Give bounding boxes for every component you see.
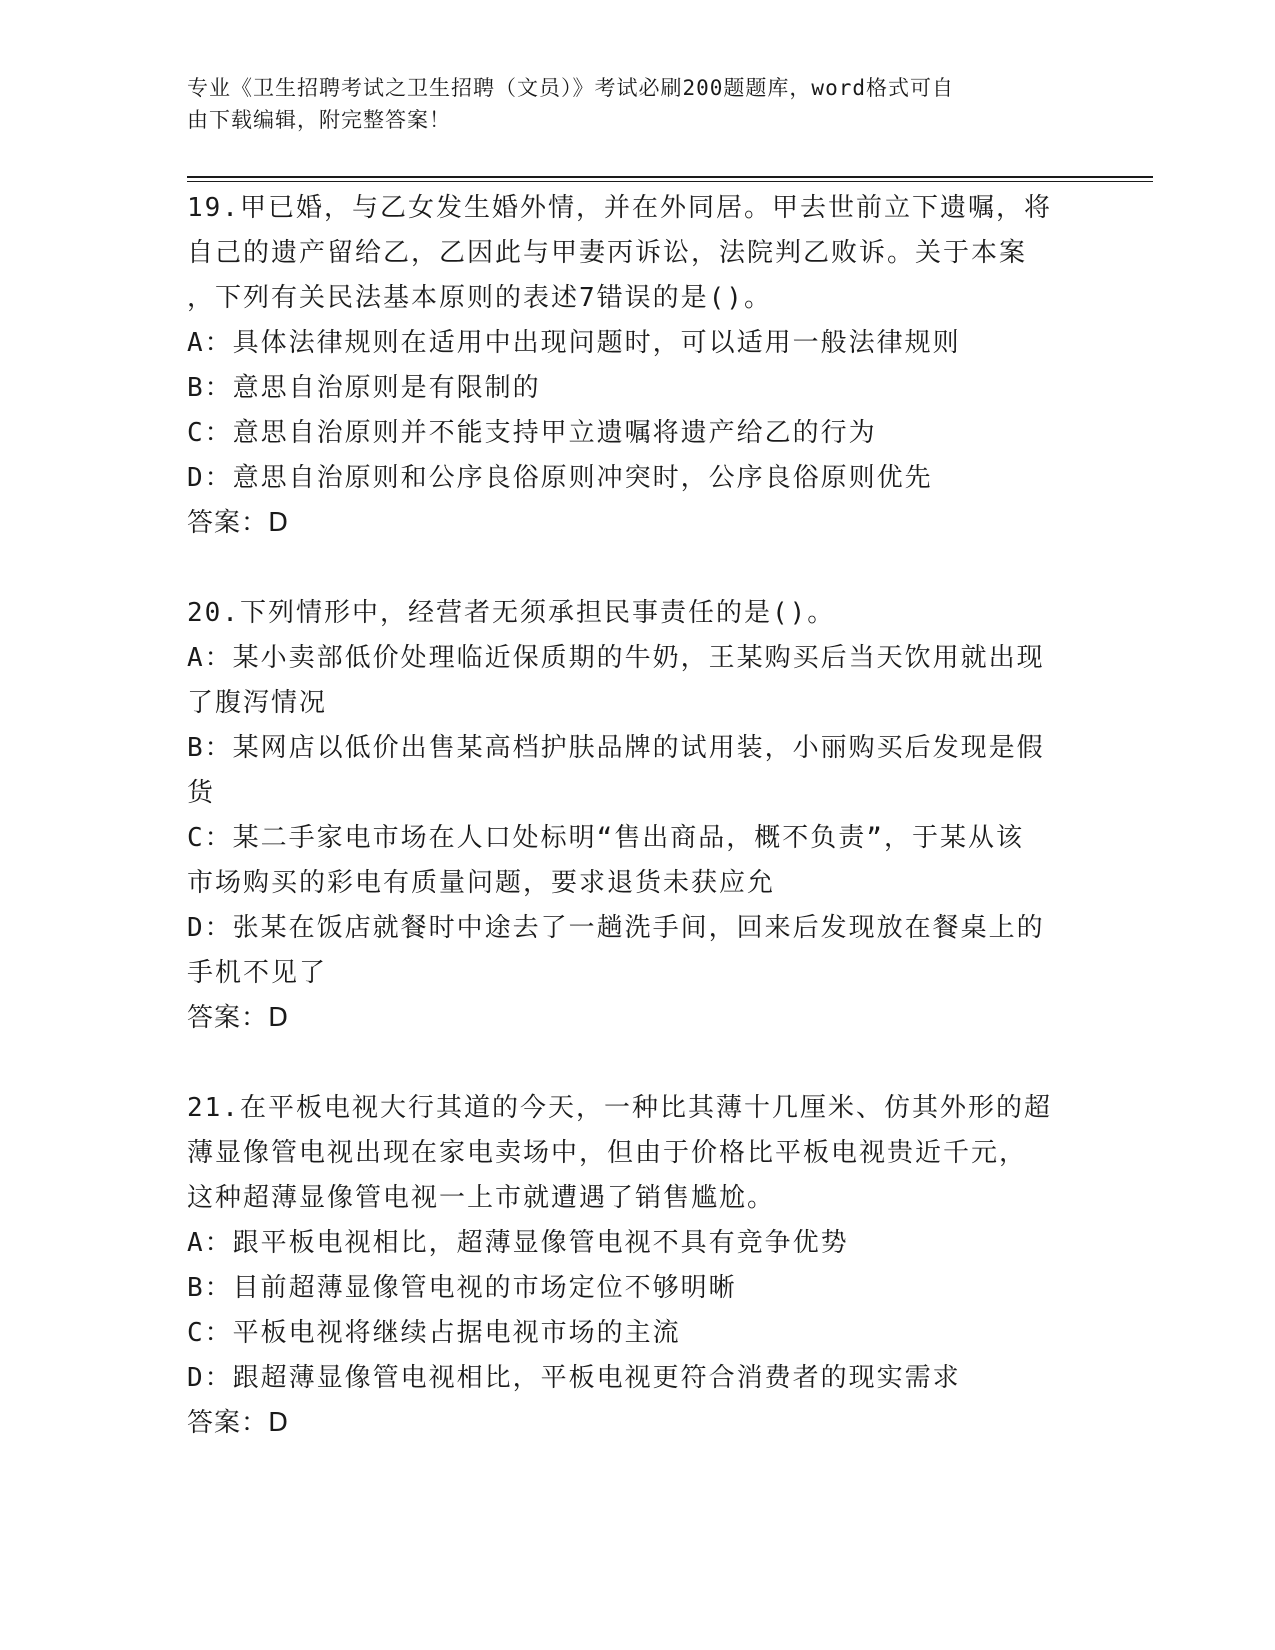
header-divider-thick bbox=[187, 176, 1153, 178]
question-21-option-b: B：目前超薄显像管电视的市场定位不够明晰 bbox=[187, 1273, 737, 1303]
question-20-option-c-line-1: C：某二手家电市场在人口处标明“售出商品，概不负责”，于某从该 bbox=[187, 823, 1024, 853]
question-19-stem-line-2: 自己的遗产留给乙，乙因此与甲妻丙诉讼，法院判乙败诉。关于本案 bbox=[187, 238, 1028, 268]
question-21-stem-line-2: 薄显像管电视出现在家电卖场中，但由于价格比平板电视贵近千元， bbox=[187, 1138, 1028, 1168]
question-21 bbox=[187, 1086, 1087, 1446]
question-19 bbox=[187, 186, 1087, 546]
question-19-stem-line-1: 19.甲已婚，与乙女发生婚外情，并在外同居。甲去世前立下遗嘱，将 bbox=[187, 193, 1052, 223]
question-21-stem-line-1: 21.在平板电视大行其道的今天，一种比其薄十几厘米、仿其外形的超 bbox=[187, 1093, 1052, 1123]
question-20-answer: 答案：D bbox=[187, 1003, 290, 1033]
question-21-answer: 答案：D bbox=[187, 1408, 290, 1438]
question-21-option-c: C：平板电视将继续占据电视市场的主流 bbox=[187, 1318, 681, 1348]
question-list bbox=[187, 186, 1087, 1491]
question-20-stem-line-1: 20.下列情形中，经营者无须承担民事责任的是()。 bbox=[187, 598, 836, 628]
question-21-option-d: D：跟超薄显像管电视相比，平板电视更符合消费者的现实需求 bbox=[187, 1363, 961, 1393]
header-line-2: 由下载编辑，附完整答案！ bbox=[187, 108, 451, 132]
question-19-stem-line-3: ，下列有关民法基本原则的表述7错误的是()。 bbox=[187, 283, 772, 313]
question-20-option-b-line-1: B：某网店以低价出售某高档护肤品牌的试用装，小丽购买后发现是假 bbox=[187, 733, 1045, 763]
document-header bbox=[187, 72, 1067, 136]
question-19-answer: 答案：D bbox=[187, 508, 290, 538]
question-21-stem-line-3: 这种超薄显像管电视一上市就遭遇了销售尴尬。 bbox=[187, 1183, 776, 1213]
question-19-option-b: B：意思自治原则是有限制的 bbox=[187, 373, 541, 403]
question-20-option-c-line-2: 市场购买的彩电有质量问题，要求退货未获应允 bbox=[187, 868, 776, 898]
question-20 bbox=[187, 591, 1087, 1041]
question-20-option-b-line-2: 货 bbox=[187, 778, 216, 808]
question-19-option-d: D：意思自治原则和公序良俗原则冲突时，公序良俗原则优先 bbox=[187, 463, 933, 493]
question-20-option-a-line-1: A：某小卖部低价处理临近保质期的牛奶，王某购买后当天饮用就出现 bbox=[187, 643, 1045, 673]
question-20-option-d-line-2: 手机不见了 bbox=[187, 958, 328, 988]
header-line-1: 专业《卫生招聘考试之卫生招聘（文员）》考试必刷200题题库，word格式可自 bbox=[187, 76, 954, 100]
question-19-option-a: A：具体法律规则在适用中出现问题时，可以适用一般法律规则 bbox=[187, 328, 961, 358]
header-divider-thin bbox=[187, 181, 1153, 182]
question-20-option-d-line-1: D：张某在饭店就餐时中途去了一趟洗手间，回来后发现放在餐桌上的 bbox=[187, 913, 1045, 943]
question-19-option-c: C：意思自治原则并不能支持甲立遗嘱将遗产给乙的行为 bbox=[187, 418, 877, 448]
question-20-option-a-line-2: 了腹泻情况 bbox=[187, 688, 328, 718]
question-21-option-a: A：跟平板电视相比，超薄显像管电视不具有竞争优势 bbox=[187, 1228, 849, 1258]
